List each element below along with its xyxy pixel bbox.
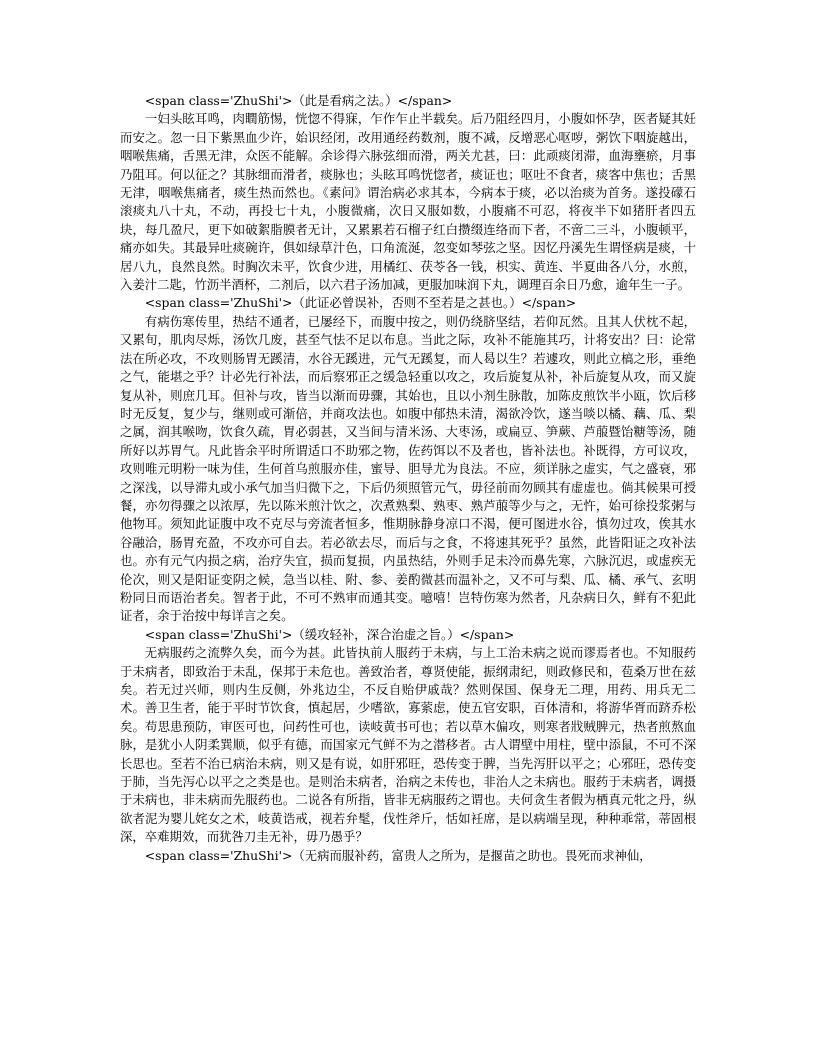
body-paragraph: 有病伤寒传里，热结不通者，已屡经下，而腹中按之，则仍绕脐坚结，若仰瓦然。且其人伏枕不起，又累旬，肌肉尽烁，汤饮几废，甚至气怯不足以布息。当此之际，攻补不能施其巧，计将安出？曰：论常法在所必攻，不攻则肠胃无蹊清，水谷无蹊进，元气无蹊复，而人曷以生？若遽攻，则此立槁之形，垂绝之气，能堪之乎？计必先行补法，而后察邪正之缓急轻重以攻之，攻后旋复从补，补后旋复从攻，而又旋复从补，则庶几耳。但补与攻，皆当以渐而毋骤，其始也，且以小剂生脉散，加陈皮煎饮半小瓯，饮后移时无反复，复少与，继则或可渐倍，并商攻法也。如腹中郁热未清，渴欲冷饮，遂当啖以橘、藕、瓜、梨之属，润其喉吻，饮食久疏，胃必弱甚，又当间与清米汤、大枣汤，或扁豆、笋蕨、芦菔暨饴糖等汤，随所好以苏胃气。凡此皆余平时所谓适口不助邪之物，佐药饵以不及者也，皆补法也。补既得，方可议攻，攻则唯元明粉一味为佳，生何首乌煎服亦佳，蜜导、胆导尤为良法。不应，须详脉之虚实，气之盛衰，邪之深浅，以导滞丸或小承气加当归微下之，下后仍须照管元气，毋径前而勿顾其有虚虚也。倘其候果可授餐，亦勿得骤之以浓厚，先以陈米煎汁饮之，次煮熟梨、熟枣、熟芦菔等少与之，无忤，始可徐投浆粥与他物耳。须知此证腹中攻不克尽与旁流者恒多，惟期脉静身凉口不渴，便可图进水谷，慎勿过攻，俟其水谷融洽，肠胃充盈，不攻亦可自去。若必欲去尽，而后与之食，不将速其死乎？虽然，此皆阳证之攻补法也。亦有元气内损之病，治疗失宜，损而复损，内虽热结，外则手足未冷而鼻先寒，六脉沉迟，或虚疾无伦次，则又是阳证变阴之候，急当以桂、附、参、姜酌微甚而温补之，又不可与梨、瓜、橘、承气、玄明粉同日而语治者矣。智者于此，不可不熟审而通其变。噫嘻！岂特伤寒为然者，凡杂病日久，鲜有不犯此证者，余于治按中每详言之矣。 (120, 313, 696, 624)
annotation-line: <span class='ZhuShi'>（此是看病之法。）</span> (144, 93, 453, 108)
document-page (120, 92, 696, 865)
annotation-line: <span class='ZhuShi'>（无病而服补药，富贵人之所为，是揠苗之助也。畏死而求神仙， (144, 847, 652, 863)
annotation-line: <span class='ZhuShi'>（此证必曾误补，否则不至若是之甚也。）</span> (144, 295, 577, 311)
body-paragraph: 一妇头眩耳鸣，肉瞤筋惕，恍惚不得寐，乍作乍止半载矣。后乃阻经四月，小腹如怀孕，医者疑其妊而安之。忽一日下紫黑血少许，始识经闭，改用通经药数剂，腹不减，反增恶心呕哕，粥饮下咽旋越出，咽喉焦痛，舌黑无津，众医不能解。余诊得六脉弦细而滑，两关尤甚，曰：此顽痰闭滞，血海壅瘀，月事乃阻耳。何以征之？其脉细而滑者，痰脉也；头眩耳鸣恍惚者，痰证也；呕吐不食者，痰客中焦也；舌黑无津，咽喉焦痛者，痰生热而然也。《素问》谓治病必求其本，今病本于痰，必以治痰为首务。遂投礞石滚痰丸八十丸，不动，再投七十丸，小腹微痛，次日又服如数，小腹痛不可忍，将夜半下如猪肝者四五块，每几盈尺，更下如破絮脂膜者无计，又累累若石榴子红白攒缀连络而下者，不啻二三斗，小腹顿平，痛亦如失。其最异吐痰碗许，俱如绿草汁色，口角流涎，忽变如琴弦之坚。因忆丹溪先生谓怪病是痰，十居八九，良然良然。时胸次未平，饮食少进，用橘红、茯苓各一钱，枳实、黄连、半夏曲各八分，水煎，入姜汁二匙，竹沥半酒杯，二剂后，以六君子汤加减，更服加味润下丸，调理百余日乃愈，逾年生一子。 (120, 111, 696, 293)
annotation-line: <span class='ZhuShi'>（缓攻轻补，深合治虚之旨。）</span> (144, 626, 515, 642)
body-paragraph: 无病服药之流弊久矣，而今为甚。此皆执前人服药于未病，与上工治未病之说而谬焉者也。不知服药于未病者，即致治于未乱，保邦于未危也。善致治者，尊贤使能，振纲肃纪，则政修民和，苞桑万世在兹矣。若无过兴师，则内生反侧，外兆边尘，不反自贻伊戚哉？然则保国、保身无二理，用药、用兵无二术。善卫生者，能于平时节饮食，慎起居，少嗜欲，寡萦虑，使五官安职，百体清和，将游华胥而跻乔松矣。苟思患预防，审医可也，问药性可也，读岐黄书可也；若以草木偏攻，则寒者戕贼脾元，热者煎熬血脉，是犹小人阴柔巽顺，似乎有德，而国家元气鲜不为之潜移者。古人谓壁中用柱，壁中添鼠，不可不深长思也。至若不治已病治未病，则又是有说，如肝邪旺，恐传变于脾，当先泻肝以平之；心邪旺，恐传变于肺，当先泻心以平之之类是也。是则治未病者，治病之未传也，非治人之未病也。服药于未病者，调摄于未病也，非未病而先服药也。二说各有所指，皆非无病服药之谓也。夫何贪生者假为栖真元牝之丹，纵欲者泥为婴儿姹女之术，岐黄诰戒，视若弁髦，伐性斧斤，恬如衽席，是以病端呈现，种种乖常，蒂固根深，卒难期效，而犹咎刀圭无补，毋乃愚乎？ (120, 645, 696, 845)
